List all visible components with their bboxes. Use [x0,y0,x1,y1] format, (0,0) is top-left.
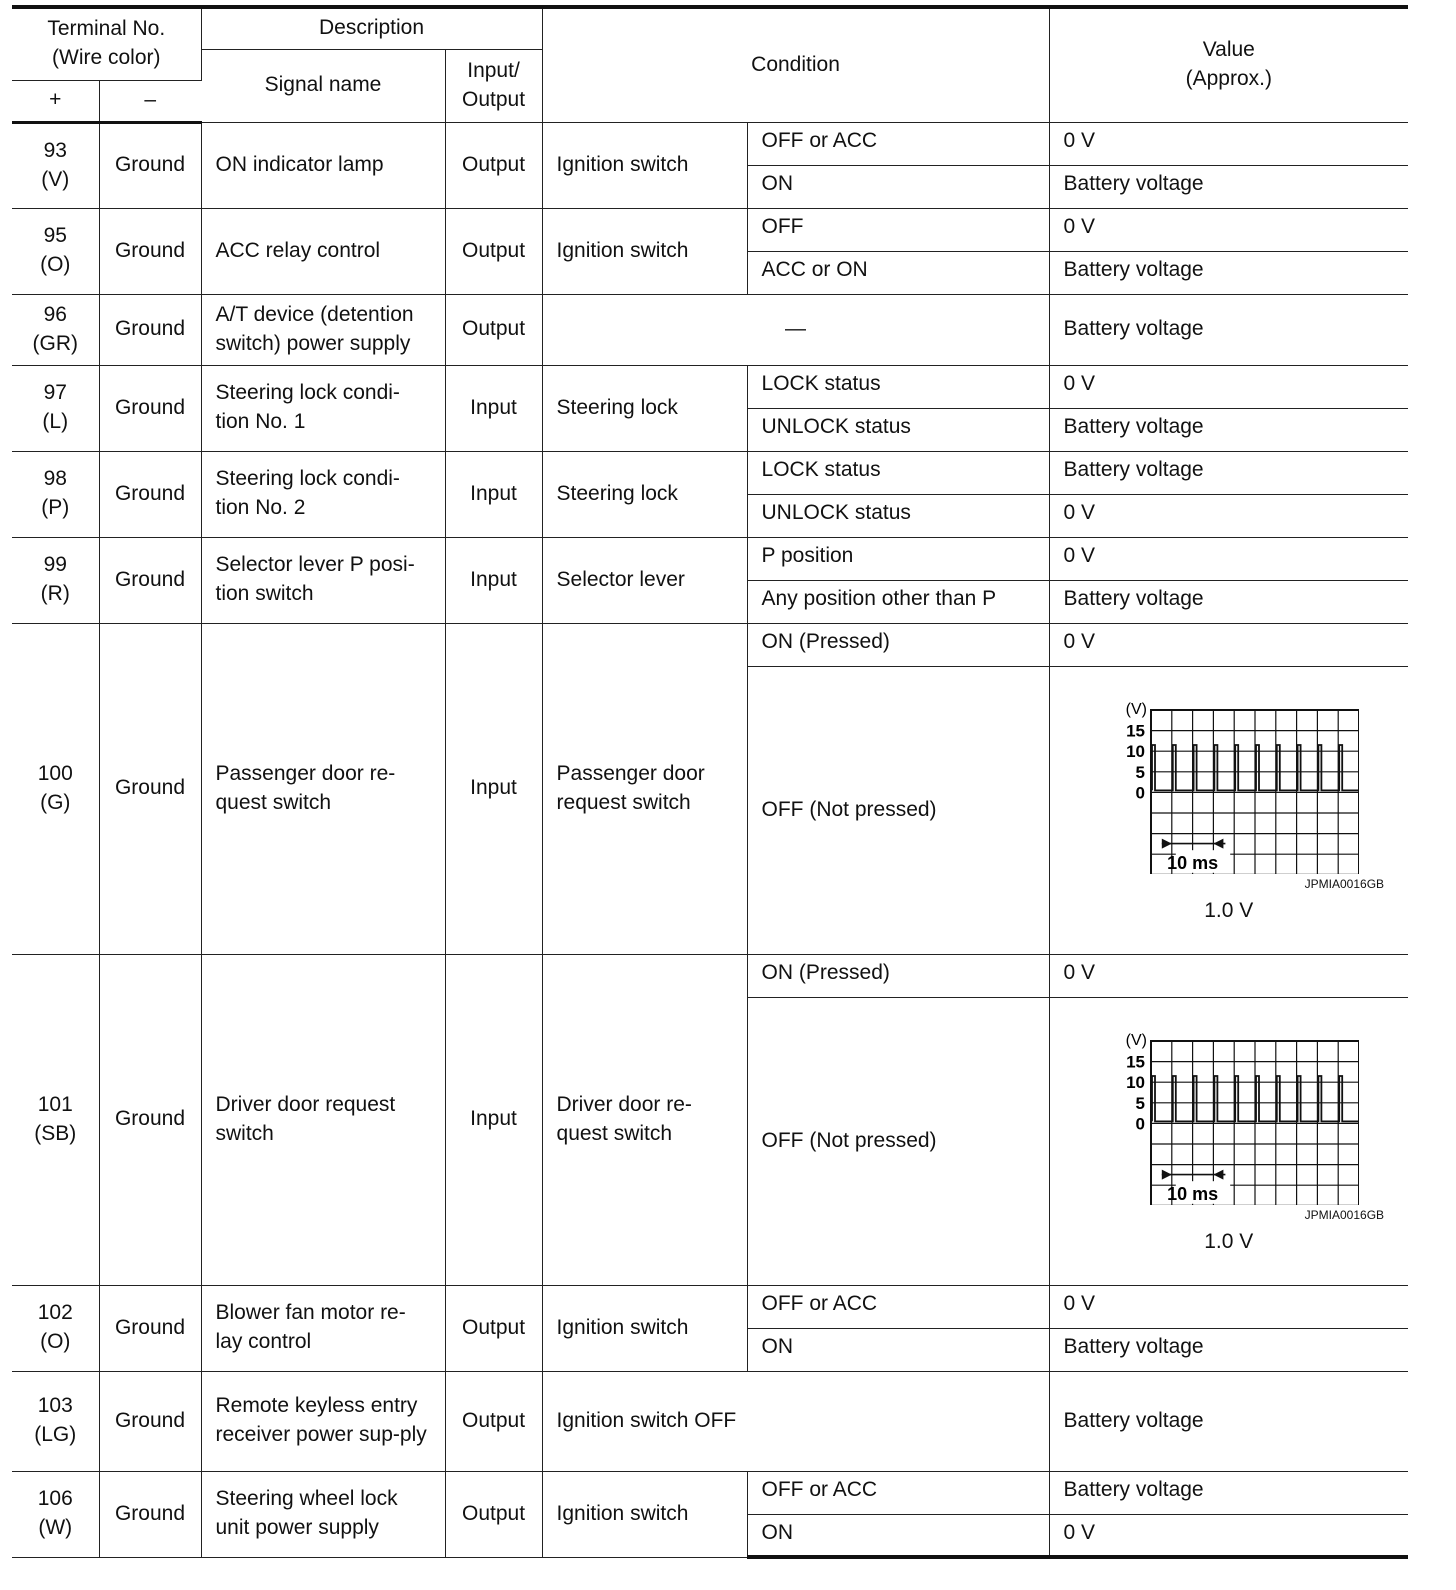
value-cell: Battery voltage [1049,1471,1408,1514]
table-row [12,537,1408,580]
signal-name: Passenger door re-quest switch [201,623,445,954]
value-cell: 0 V [1049,537,1408,580]
terminal-cell [12,954,99,1285]
condition-cell: Ignition switch [542,122,747,208]
condition-cell: Driver door re-quest switch [542,954,747,1285]
wire-color: (W) [38,1516,73,1539]
value-cell: 0 V [1049,1285,1408,1328]
waveform-graph [1099,694,1359,874]
value-cell: Battery voltage [1049,451,1408,494]
table-header [12,7,1408,122]
io-cell: Input [445,451,542,537]
io-cell: Input [445,623,542,954]
terminal-number: 100 [37,761,73,785]
ground-cell: Ground [99,1371,201,1471]
io-cell: Output [445,208,542,294]
wire-color: (O) [40,253,71,276]
terminal-cell [12,451,99,537]
value-cell: Battery voltage [1049,165,1408,208]
condition-state: ON [747,1514,1049,1557]
y-unit-label: (V) [1125,1032,1147,1050]
condition-state: Any position other than P [747,580,1049,623]
condition-cell: Selector lever [542,537,747,623]
time-arrow-right [1213,839,1223,849]
condition-cell: Ignition switch [542,1285,747,1371]
wire-color: (G) [40,790,71,814]
time-arrow-left [1162,839,1172,849]
signal-name: Selector lever P posi-tion switch [201,537,445,623]
io-cell: Input [445,954,542,1285]
wire-color-label: (Wire color) [52,46,161,70]
terminal-cell [12,623,99,954]
terminal-cell [12,1285,99,1371]
condition-header: Condition [542,7,1049,122]
table-body [12,122,1408,1557]
table-row [12,1471,1408,1514]
y-tick-label: 10 [1125,1073,1145,1093]
table-row [12,1285,1408,1328]
terminal-cell [12,208,99,294]
table-row [12,122,1408,165]
condition-cell: Ignition switch [542,208,747,294]
condition-state: UNLOCK status [747,408,1049,451]
condition-state: LOCK status [747,451,1049,494]
signal-name: ACC relay control [201,208,445,294]
waveform-cell [1049,997,1408,1285]
value-cell: 0 V [1049,208,1408,251]
signal-name: Steering lock condi-tion No. 1 [201,365,445,451]
waveform-graph [1099,1025,1359,1205]
terminal-number: 106 [37,1487,73,1511]
signal-name: Driver door request switch [201,954,445,1285]
value-cell: Battery voltage [1049,1328,1408,1371]
condition-state: OFF (Not pressed) [747,666,1049,954]
signal-name: Blower fan motor re-lay control [201,1285,445,1371]
table-row [12,365,1408,408]
terminal-no-header [12,7,201,80]
time-scale-label: 10 ms [1166,1184,1218,1205]
wire-color: (R) [40,582,70,605]
waveform-value: 1.0 V [1204,1229,1254,1253]
value-cell: 0 V [1049,494,1408,537]
terminal-number: 93 [43,138,67,162]
value-header [1049,7,1408,122]
terminal-number: 102 [37,1301,73,1325]
condition-state: OFF [747,208,1049,251]
condition-cell: Steering lock [542,451,747,537]
ground-cell: Ground [99,623,201,954]
condition-cell: Passenger door request switch [542,623,747,954]
condition-state: OFF or ACC [747,122,1049,165]
waveform-id: JPMIA0016GB [1304,877,1385,892]
waveform-cell [1049,666,1408,954]
signal-name: ON indicator lamp [201,122,445,208]
table-row [12,451,1408,494]
value-cell: Battery voltage [1049,408,1408,451]
wire-color: (P) [41,496,70,519]
wire-color: (O) [40,1330,71,1353]
value-cell: 0 V [1049,954,1408,997]
value-cell: 0 V [1049,623,1408,666]
wire-color: (L) [42,410,69,433]
condition-cell: Steering lock [542,365,747,451]
condition-state: UNLOCK status [747,494,1049,537]
signal-name-header: Signal name [201,49,445,122]
pulse-trace [1152,1076,1359,1121]
condition-state: OFF (Not pressed) [747,997,1049,1285]
wire-color: (SB) [34,1121,77,1145]
y-tick-label: 5 [1135,763,1145,783]
terminal-number: 96 [43,302,67,326]
condition-state: ON [747,165,1049,208]
y-tick-label: 5 [1135,1094,1145,1114]
table-row [12,294,1408,365]
condition-state: ACC or ON [747,251,1049,294]
terminal-cell [12,365,99,451]
io-cell: Output [445,1371,542,1471]
terminal-cell [12,537,99,623]
value-cell: Battery voltage [1049,251,1408,294]
minus-header: – [99,80,201,122]
time-scale-label: 10 ms [1166,853,1218,874]
table-row [12,954,1408,997]
waveform-id: JPMIA0016GB [1304,1208,1385,1223]
value-cell: Battery voltage [1049,294,1408,365]
ground-cell: Ground [99,208,201,294]
wire-color: (LG) [34,1423,77,1446]
y-tick-label: 0 [1135,1114,1145,1134]
value-cell: Battery voltage [1049,1371,1408,1471]
approx-label: (Approx.) [1185,67,1272,91]
value-cell: 0 V [1049,1514,1408,1557]
ground-cell: Ground [99,954,201,1285]
y-unit-label: (V) [1125,701,1147,719]
terminal-cell [12,1371,99,1471]
signal-name: A/T device (detention switch) power supply [201,294,445,365]
terminal-number: 103 [37,1394,73,1418]
ground-cell: Ground [99,1285,201,1371]
ground-cell: Ground [99,365,201,451]
pulse-trace [1152,745,1359,790]
y-tick-label: 15 [1125,721,1145,741]
condition-state: P position [747,537,1049,580]
condition-state: ON [747,1328,1049,1371]
io-label-1: Input/ [467,58,520,82]
wire-color: (V) [41,167,70,191]
ground-cell: Ground [99,294,201,365]
io-cell: Output [445,122,542,208]
ground-cell: Ground [99,537,201,623]
terminal-number: 95 [43,224,67,248]
condition-state: OFF or ACC [747,1285,1049,1328]
value-cell: Battery voltage [1049,580,1408,623]
condition-state: ON (Pressed) [747,623,1049,666]
ground-cell: Ground [99,122,201,208]
ground-cell: Ground [99,451,201,537]
waveform-value: 1.0 V [1204,898,1254,922]
terminal-cell [12,1471,99,1557]
condition-state: ON (Pressed) [747,954,1049,997]
terminal-cell [12,122,99,208]
description-header: Description [201,7,542,49]
terminal-number: 101 [37,1092,73,1116]
wire-color: (GR) [32,331,78,355]
condition-state: LOCK status [747,365,1049,408]
time-arrow-right [1213,1170,1223,1180]
terminal-table [12,5,1408,1559]
condition-cell: Ignition switch [542,1471,747,1557]
y-tick-label: 10 [1125,742,1145,762]
io-cell: Input [445,365,542,451]
time-arrow-left [1162,1170,1172,1180]
ground-cell: Ground [99,1471,201,1557]
value-label: Value [1202,38,1255,62]
io-cell: Output [445,1471,542,1557]
signal-name: Steering lock condi-tion No. 2 [201,451,445,537]
io-label-2: Output [461,87,526,111]
signal-name: Steering wheel lock unit power supply [201,1471,445,1557]
plus-header: + [12,80,99,122]
table-row [12,623,1408,666]
io-header [445,49,542,122]
terminal-no-label: Terminal No. [47,17,166,41]
condition-cell: — [542,294,1049,365]
io-cell: Input [445,537,542,623]
io-cell: Output [445,294,542,365]
value-cell: 0 V [1049,122,1408,165]
terminal-number: 98 [43,467,67,491]
terminal-number: 97 [43,381,67,405]
table-row [12,1371,1408,1471]
y-tick-label: 0 [1135,783,1145,803]
signal-name: Remote keyless entry receiver power sup-ply [201,1371,445,1471]
value-cell: 0 V [1049,365,1408,408]
terminal-cell [12,294,99,365]
io-cell: Output [445,1285,542,1371]
condition-cell: Ignition switch OFF [542,1371,1049,1471]
table-row [12,208,1408,251]
condition-state: OFF or ACC [747,1471,1049,1514]
y-tick-label: 15 [1125,1052,1145,1072]
terminal-number: 99 [43,553,67,577]
